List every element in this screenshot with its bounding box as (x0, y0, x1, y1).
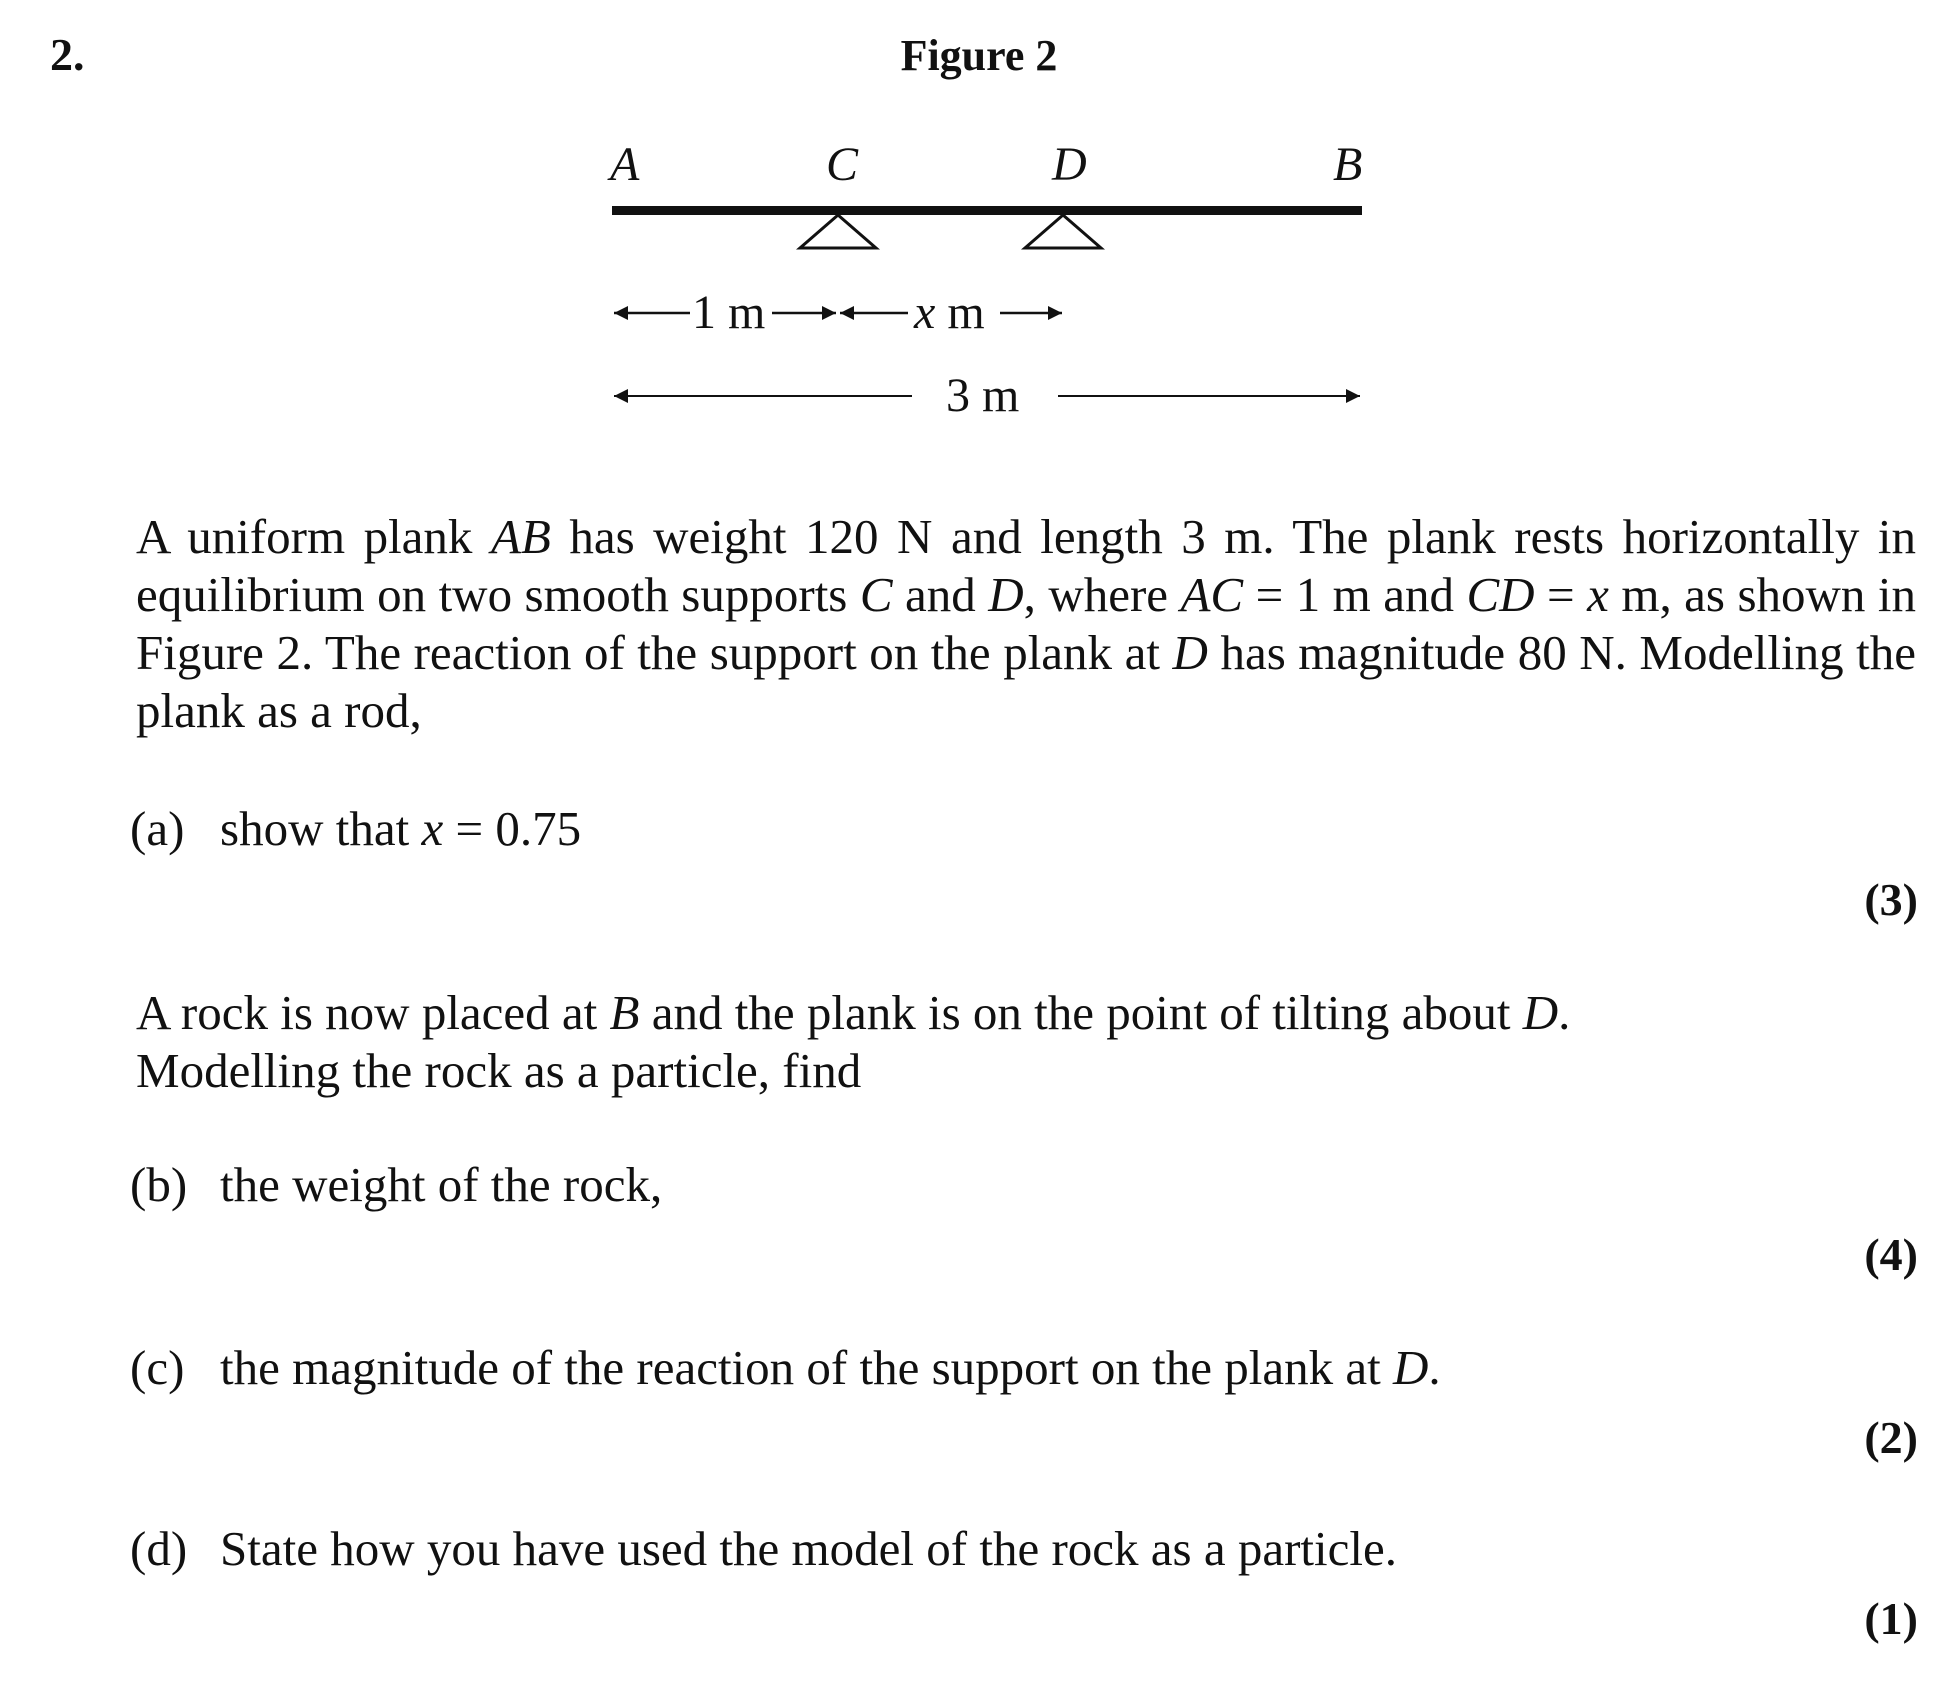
part-c-marks: (2) (1864, 1412, 1918, 1463)
part-b: (b) the weight of the rock, (130, 1157, 663, 1212)
part-a-tag: (a) (130, 801, 185, 856)
part-c-tag: (c) (130, 1340, 185, 1395)
dim-ab-label: 3 m (946, 369, 1020, 422)
dim-cd-variable: x (914, 286, 936, 339)
label-c: C (826, 138, 859, 191)
question-number: 2. (50, 29, 85, 80)
label-d: D (1052, 138, 1087, 191)
dim-cd-label (913, 286, 985, 339)
part-b-tag: (b) (130, 1157, 188, 1212)
part-d-marks: (1) (1864, 1593, 1918, 1644)
part-a-marks: (3) (1864, 874, 1918, 925)
rock-paragraph: A rock is now placed at B and the plank is on the point of tilting about D. Modelling the rock as a particle, find (136, 985, 1571, 1098)
support-c (800, 215, 876, 248)
part-b-marks: (4) (1864, 1229, 1918, 1280)
label-b: B (1333, 138, 1363, 191)
part-a: (a) show that x = 0.75 (130, 801, 582, 856)
plank-rod (612, 206, 1362, 215)
dim-cd-unit: m (935, 286, 985, 339)
label-a: A (610, 138, 640, 191)
part-d-tag: (d) (130, 1521, 188, 1576)
part-d: (d) State how you have used the model of the rock as a particle. (130, 1521, 1397, 1576)
dim-ac-label: 1 m (692, 286, 766, 339)
figure-title: Figure 2 (900, 31, 1058, 80)
support-d (1025, 215, 1101, 248)
intro-paragraph: A uniform plank AB has weight 120 N and length 3 m. The plank rests horizontally in equilibrium on two smooth supports C and D, where AC = 1 m and CD = x m, as shown in Figure 2. The reaction of the support on the plank at D has magnitude 80 N. Modelling the plank as a rod, (136, 509, 1916, 738)
part-c: (c) the magnitude of the reaction of the support on the plank at D. (130, 1340, 1441, 1395)
plank-diagram (0, 0, 1958, 440)
